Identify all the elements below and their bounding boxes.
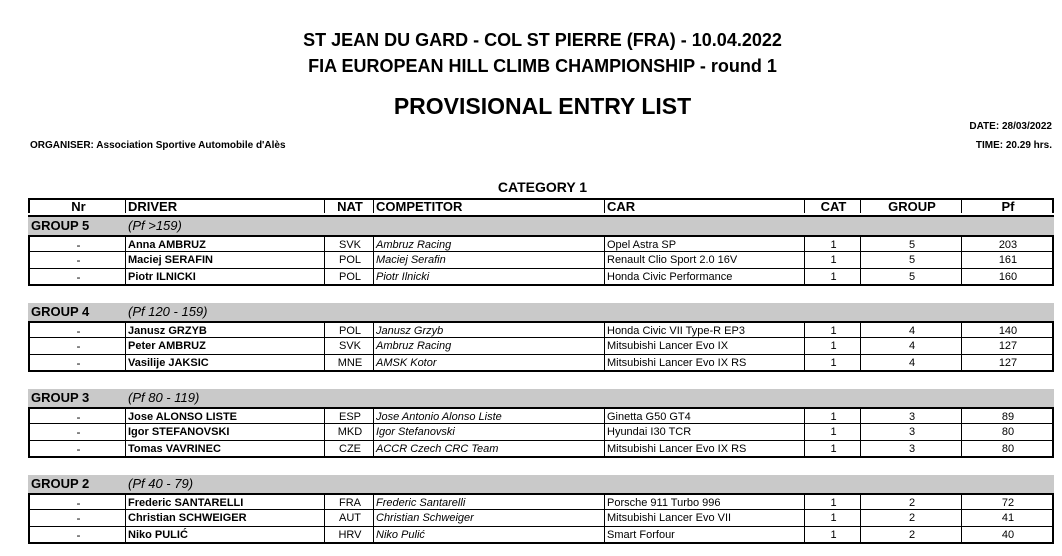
cell-pf: 140 xyxy=(961,321,1054,338)
group-spacer xyxy=(28,286,1054,303)
cell-driver: Anna AMBRUZ xyxy=(125,235,324,252)
cell-nat: MKD xyxy=(324,424,373,441)
cell-competitor: Ambruz Racing xyxy=(373,338,604,355)
cell-driver: Vasilije JAKSIC xyxy=(125,355,324,372)
organiser: ORGANISER: Association Sportive Automobile d'Alès xyxy=(30,140,286,151)
cell-pf: 160 xyxy=(961,269,1054,286)
col-group: GROUP xyxy=(860,200,961,213)
cell-pf: 80 xyxy=(961,441,1054,458)
group-header xyxy=(28,475,1054,493)
cell-nat: HRV xyxy=(324,527,373,544)
cell-pf: 127 xyxy=(961,355,1054,372)
table-row xyxy=(28,407,1054,424)
entry-table xyxy=(28,198,1054,544)
cell-nat: AUT xyxy=(324,510,373,527)
cell-nr: - xyxy=(28,527,125,544)
col-nr: Nr xyxy=(28,200,125,213)
cell-cat: 1 xyxy=(804,527,860,544)
cell-cat: 1 xyxy=(804,493,860,510)
cell-group: 5 xyxy=(860,269,961,286)
cell-driver: Tomas VAVRINEC xyxy=(125,441,324,458)
cell-cat: 1 xyxy=(804,235,860,252)
cell-car: Honda Civic VII Type-R EP3 xyxy=(604,321,804,338)
cell-group: 3 xyxy=(860,424,961,441)
cell-cat: 1 xyxy=(804,424,860,441)
cell-nr: - xyxy=(28,493,125,510)
cell-cat: 1 xyxy=(804,441,860,458)
cell-competitor: Christian Schweiger xyxy=(373,510,604,527)
cell-driver: Piotr ILNICKI xyxy=(125,269,324,286)
cell-nat: SVK xyxy=(324,235,373,252)
document-title: PROVISIONAL ENTRY LIST xyxy=(393,93,692,119)
col-car: CAR xyxy=(604,200,804,213)
table-row xyxy=(28,510,1054,527)
cell-competitor: Niko Pulić xyxy=(373,527,604,544)
cell-pf: 161 xyxy=(961,252,1054,269)
col-cat: CAT xyxy=(804,200,860,213)
cell-nr: - xyxy=(28,441,125,458)
table-row xyxy=(28,235,1054,252)
cell-cat: 1 xyxy=(804,407,860,424)
cell-driver: Christian SCHWEIGER xyxy=(125,510,324,527)
cell-competitor: AMSK Kotor xyxy=(373,355,604,372)
table-row xyxy=(28,252,1054,269)
cell-group: 2 xyxy=(860,493,961,510)
cell-competitor: Piotr Ilnicki xyxy=(373,269,604,286)
group-header xyxy=(28,303,1054,321)
cell-car: Honda Civic Performance xyxy=(604,269,804,286)
cell-cat: 1 xyxy=(804,355,860,372)
cell-pf: 127 xyxy=(961,338,1054,355)
cell-nat: POL xyxy=(324,321,373,338)
group-name: GROUP 5 xyxy=(31,218,90,233)
cell-competitor: Jose Antonio Alonso Liste xyxy=(373,407,604,424)
cell-group: 5 xyxy=(860,235,961,252)
cell-car: Ginetta G50 GT4 xyxy=(604,407,804,424)
cell-cat: 1 xyxy=(804,510,860,527)
col-driver: DRIVER xyxy=(125,200,324,213)
cell-driver: Igor STEFANOVSKI xyxy=(125,424,324,441)
cell-nr: - xyxy=(28,269,125,286)
cell-nat: POL xyxy=(324,252,373,269)
table-header xyxy=(28,198,1054,217)
col-pf: Pf xyxy=(961,200,1054,213)
cell-pf: 72 xyxy=(961,493,1054,510)
cell-group: 3 xyxy=(860,407,961,424)
cell-group: 2 xyxy=(860,510,961,527)
cell-competitor: Igor Stefanovski xyxy=(373,424,604,441)
cell-driver: Peter AMBRUZ xyxy=(125,338,324,355)
group-range: (Pf >159) xyxy=(128,218,182,233)
group-name: GROUP 2 xyxy=(31,476,90,491)
cell-nr: - xyxy=(28,338,125,355)
col-competitor: COMPETITOR xyxy=(373,200,604,213)
cell-competitor: ACCR Czech CRC Team xyxy=(373,441,604,458)
cell-driver: Jose ALONSO LISTE xyxy=(125,407,324,424)
cell-nr: - xyxy=(28,321,125,338)
cell-competitor: Maciej Serafin xyxy=(373,252,604,269)
cell-nat: ESP xyxy=(324,407,373,424)
cell-cat: 1 xyxy=(804,269,860,286)
cell-competitor: Frederic Santarelli xyxy=(373,493,604,510)
col-nat: NAT xyxy=(324,200,373,213)
cell-driver: Janusz GRZYB xyxy=(125,321,324,338)
cell-nr: - xyxy=(28,407,125,424)
cell-cat: 1 xyxy=(804,252,860,269)
group-header xyxy=(28,217,1054,235)
cell-competitor: Ambruz Racing xyxy=(373,235,604,252)
cell-cat: 1 xyxy=(804,321,860,338)
cell-group: 2 xyxy=(860,527,961,544)
cell-group: 5 xyxy=(860,252,961,269)
cell-car: Mitsubishi Lancer Evo IX xyxy=(604,338,804,355)
cell-driver: Niko PULIĆ xyxy=(125,527,324,544)
table-row xyxy=(28,493,1054,510)
table-row xyxy=(28,424,1054,441)
cell-nat: POL xyxy=(324,269,373,286)
table-row xyxy=(28,355,1054,372)
cell-group: 4 xyxy=(860,338,961,355)
group-range: (Pf 80 - 119) xyxy=(128,390,200,405)
group-spacer xyxy=(28,372,1054,389)
group-spacer xyxy=(28,458,1054,475)
cell-car: Renault Clio Sport 2.0 16V xyxy=(604,252,804,269)
cell-competitor: Janusz Grzyb xyxy=(373,321,604,338)
group-range: (Pf 120 - 159) xyxy=(128,304,208,319)
cell-group: 4 xyxy=(860,355,961,372)
cell-driver: Maciej SERAFIN xyxy=(125,252,324,269)
group-range: (Pf 40 - 79) xyxy=(128,476,194,491)
cell-nr: - xyxy=(28,424,125,441)
cell-group: 3 xyxy=(860,441,961,458)
event-title: ST JEAN DU GARD - COL ST PIERRE (FRA) - 10.04.2022 xyxy=(303,30,782,50)
cell-pf: 41 xyxy=(961,510,1054,527)
group-header xyxy=(28,389,1054,407)
cell-nat: MNE xyxy=(324,355,373,372)
cell-cat: 1 xyxy=(804,338,860,355)
cell-car: Mitsubishi Lancer Evo VII xyxy=(604,510,804,527)
group-name: GROUP 3 xyxy=(31,390,90,405)
championship-title: FIA EUROPEAN HILL CLIMB CHAMPIONSHIP - round 1 xyxy=(308,56,777,76)
document-date: DATE: 28/03/2022 xyxy=(969,121,1052,132)
group-name: GROUP 4 xyxy=(31,304,90,319)
cell-nr: - xyxy=(28,510,125,527)
cell-driver: Frederic SANTARELLI xyxy=(125,493,324,510)
cell-group: 4 xyxy=(860,321,961,338)
cell-car: Porsche 911 Turbo 996 xyxy=(604,493,804,510)
cell-car: Mitsubishi Lancer Evo IX RS xyxy=(604,355,804,372)
table-row xyxy=(28,527,1054,544)
cell-car: Smart Forfour xyxy=(604,527,804,544)
cell-nat: CZE xyxy=(324,441,373,458)
groups-container xyxy=(28,217,1054,544)
table-row xyxy=(28,338,1054,355)
table-row xyxy=(28,269,1054,286)
cell-car: Mitsubishi Lancer Evo IX RS xyxy=(604,441,804,458)
cell-pf: 80 xyxy=(961,424,1054,441)
cell-nat: FRA xyxy=(324,493,373,510)
category-title: CATEGORY 1 xyxy=(497,179,588,195)
cell-pf: 89 xyxy=(961,407,1054,424)
cell-pf: 203 xyxy=(961,235,1054,252)
cell-car: Opel Astra SP xyxy=(604,235,804,252)
cell-car: Hyundai I30 TCR xyxy=(604,424,804,441)
cell-nat: SVK xyxy=(324,338,373,355)
cell-nr: - xyxy=(28,235,125,252)
table-row xyxy=(28,441,1054,458)
table-row xyxy=(28,321,1054,338)
cell-nr: - xyxy=(28,252,125,269)
document-time: TIME: 20.29 hrs. xyxy=(975,140,1052,151)
cell-pf: 40 xyxy=(961,527,1054,544)
cell-nr: - xyxy=(28,355,125,372)
